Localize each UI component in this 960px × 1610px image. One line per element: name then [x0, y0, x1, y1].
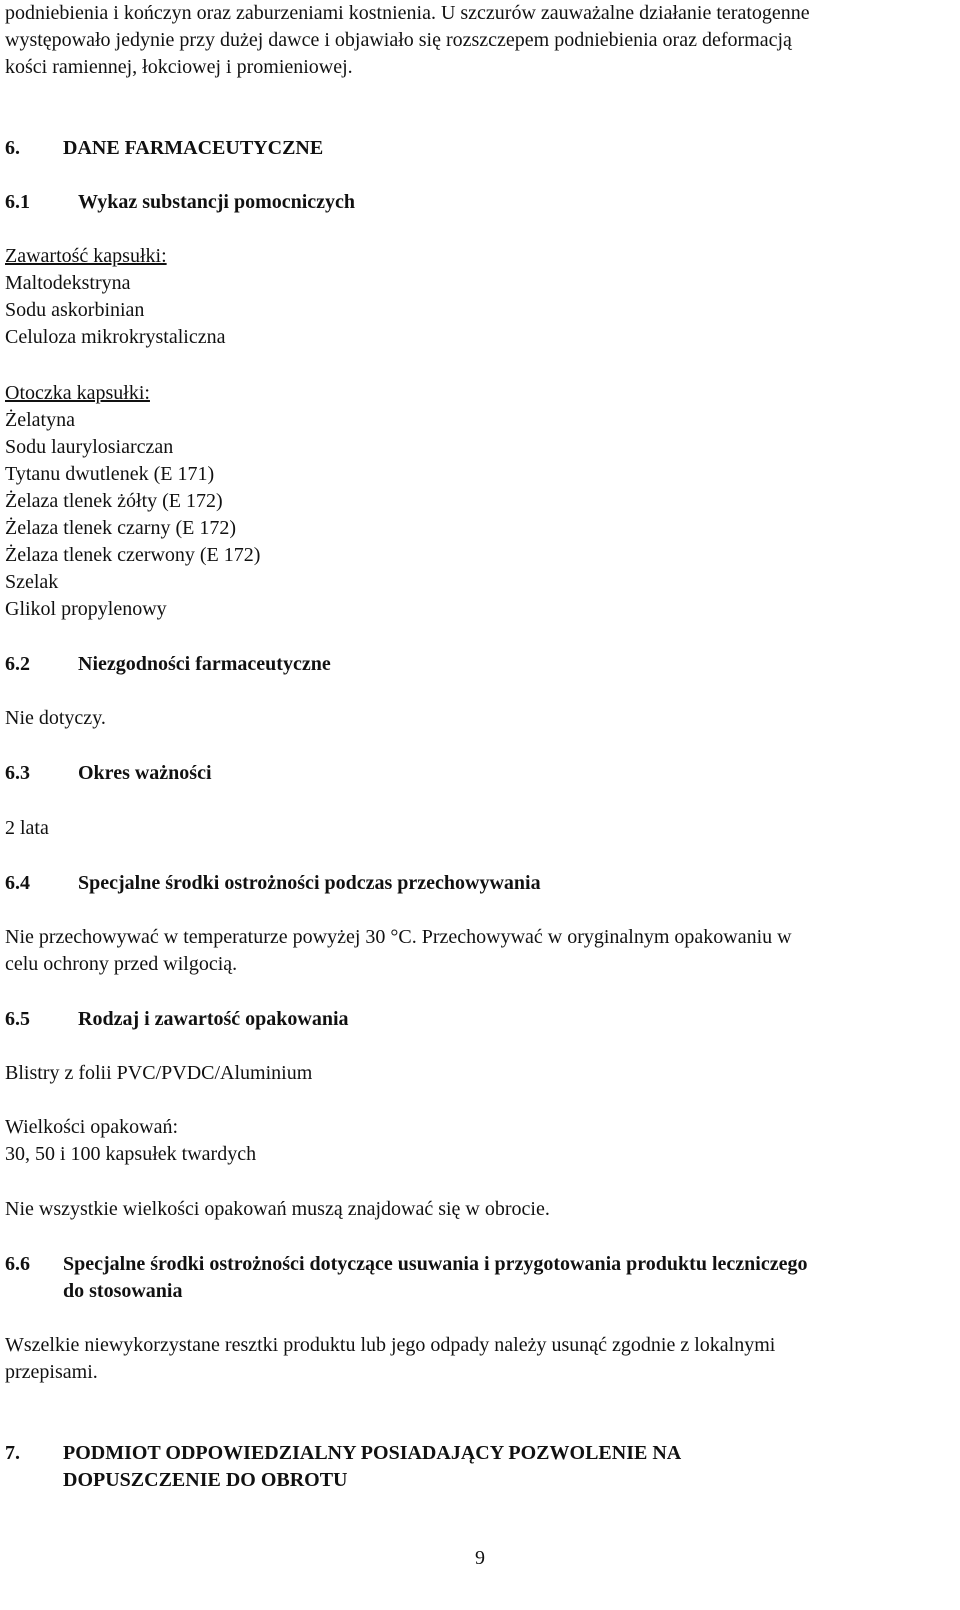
subsection-6-6-title-line-2: do stosowania: [63, 1280, 183, 1302]
section-6-heading: [5, 135, 323, 162]
intro-line-2: występowało jedynie przy dużej dawce i objawiało się rozszczepem podniebienia oraz deformacją: [5, 29, 792, 51]
subsection-6-3-heading: [5, 760, 212, 787]
subsection-6-3-text: 2 lata: [5, 817, 49, 839]
list-item: Sodu askorbinian: [5, 299, 145, 321]
capsule-content-heading: Zawartość kapsułki:: [5, 245, 167, 267]
subsection-number: 6.4: [5, 872, 30, 894]
subsection-6-6-heading: [5, 1251, 807, 1278]
subsection-title: Niezgodności farmaceutyczne: [78, 653, 331, 675]
pack-sizes-heading: Wielkości opakowań:: [5, 1116, 179, 1138]
list-item: Maltodekstryna: [5, 272, 131, 294]
subsection-6-2-heading: [5, 651, 331, 678]
subsection-6-4-heading: [5, 870, 541, 897]
subsection-6-6-line-1: Wszelkie niewykorzystane resztki produktu lub jego odpady należy usunąć zgodnie z lokalnymi: [5, 1334, 776, 1356]
list-item: Żelaza tlenek żółty (E 172): [5, 490, 223, 512]
section-title: DANE FARMACEUTYCZNE: [63, 137, 324, 159]
subsection-6-6-line-2: przepisami.: [5, 1361, 98, 1383]
page-number: 9: [475, 1547, 485, 1569]
subsection-title: Wykaz substancji pomocniczych: [78, 191, 356, 213]
list-item: Szelak: [5, 571, 59, 593]
subsection-6-4-line-1: Nie przechowywać w temperaturze powyżej 30 °C. Przechowywać w oryginalnym opakowaniu w: [5, 926, 792, 948]
section-number: 7.: [5, 1442, 20, 1464]
subsection-number: 6.1: [5, 191, 30, 213]
pack-sizes: 30, 50 i 100 kapsułek twardych: [5, 1143, 257, 1165]
section-7-heading: [5, 1440, 681, 1467]
list-item: Celuloza mikrokrystaliczna: [5, 326, 226, 348]
subsection-title-line-1: Specjalne środki ostrożności dotyczące usuwania i przygotowania produktu leczniczego: [63, 1253, 808, 1275]
intro-line-3: kości ramiennej, łokciowej i promieniowej.: [5, 56, 353, 78]
list-item: Żelaza tlenek czarny (E 172): [5, 517, 236, 539]
section-title-line-1: PODMIOT ODPOWIEDZIALNY POSIADAJĄCY POZWOLENIE NA: [63, 1442, 682, 1464]
list-item: Tytanu dwutlenek (E 171): [5, 463, 215, 485]
list-item: Żelaza tlenek czerwony (E 172): [5, 544, 261, 566]
subsection-title: Okres ważności: [78, 762, 212, 784]
packaging-type: Blistry z folii PVC/PVDC/Aluminium: [5, 1062, 313, 1084]
pack-sizes-note: Nie wszystkie wielkości opakowań muszą znajdować się w obrocie.: [5, 1198, 550, 1220]
subsection-6-4-line-2: celu ochrony przed wilgocią.: [5, 953, 238, 975]
section-number: 6.: [5, 137, 20, 159]
subsection-6-2-text: Nie dotyczy.: [5, 707, 106, 729]
list-item: Glikol propylenowy: [5, 598, 167, 620]
subsection-number: 6.2: [5, 653, 30, 675]
subsection-number: 6.3: [5, 762, 30, 784]
subsection-title: Specjalne środki ostrożności podczas przechowywania: [78, 872, 541, 894]
list-item: Żelatyna: [5, 409, 75, 431]
subsection-6-1-heading: [5, 189, 355, 216]
list-item: Sodu laurylosiarczan: [5, 436, 174, 458]
subsection-6-5-heading: [5, 1006, 349, 1033]
intro-line-1: podniebienia i kończyn oraz zaburzeniami kostnienia. U szczurów zauważalne działanie teratogenne: [5, 2, 810, 24]
subsection-number: 6.6: [5, 1253, 30, 1275]
capsule-shell-heading: Otoczka kapsułki:: [5, 382, 150, 404]
section-7-title-line-2: DOPUSZCZENIE DO OBROTU: [63, 1469, 348, 1491]
subsection-title: Rodzaj i zawartość opakowania: [78, 1008, 349, 1030]
subsection-number: 6.5: [5, 1008, 30, 1030]
